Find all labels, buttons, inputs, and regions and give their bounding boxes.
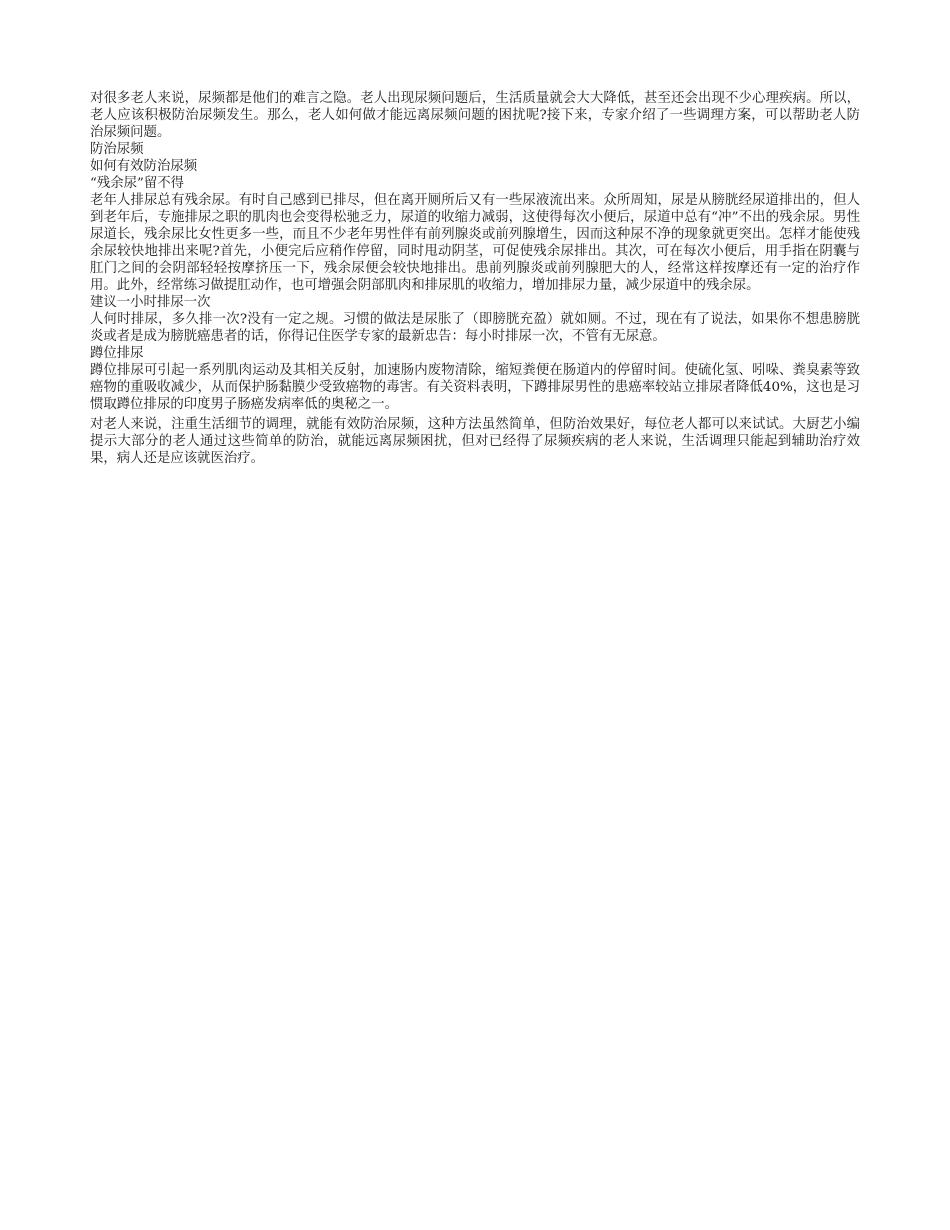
- section-hourly-urination-title: 建议一小时排尿一次: [90, 295, 211, 310]
- conclusion-paragraph: 对老人来说，注重生活细节的调理，就能有效防治尿频，这种方法虽然简单，但防治效果好，每位老人都可以来试试。大厨艺小编提示大部分的老人通过这些简单的防治，就能远离尿频困扰，但对已经得了尿频疾病的老人来说，生活调理只能起到辅助治疗效果，病人还是应该就医治疗。: [90, 417, 860, 466]
- section-squatting-title: 蹲位排尿: [90, 346, 144, 361]
- heading-how-to-prevent: 如何有效防治尿频: [90, 159, 198, 174]
- section-squatting-body: 蹲位排尿可引起一系列肌肉运动及其相关反射，加速肠内废物清除，缩短粪便在肠道内的停留时间。使硫化氢、吲哚、粪臭素等致癌物的重吸收减少，从而保护肠黏膜少受致癌物的毒害。有关资料表明，下蹲排尿男性的患癌率较站立排尿者降低40%，这也是习惯取蹲位排尿的印度男子肠癌发病率低的奥秘之一。: [90, 363, 860, 412]
- section-residual-urine-body: 老年人排尿总有残余尿。有时自己感到已排尽，但在离开厕所后又有一些尿液流出来。众所周知，尿是从膀胱经尿道排出的，但人到老年后，专施排尿之职的肌肉也会变得松驰乏力，尿道的收缩力减弱，这使得每次小便后，尿道中总有“冲”不出的残余尿。男性尿道长，残余尿比女性更多一些，而且不少老年男性伴有前列腺炎或前列腺增生，因而这种尿不净的现象就更突出。怎样才能使残余尿较快地排出来呢?首先，小便完后应稍作停留，同时甩动阴茎，可促使残余尿排出。其次，可在每次小便后，用手指在阴囊与肛门之间的会阴部轻轻按摩挤压一下，残余尿便会较快地排出。患前列腺炎或前列腺肥大的人，经常这样按摩还有一定的治疗作用。此外，经常练习做提肛动作，也可增强会阴部肌肉和排尿肌的收缩力，增加排尿力量，减少尿道中的残余尿。: [90, 193, 860, 293]
- section-hourly-urination-body: 人何时排尿，多久排一次?没有一定之规。习惯的做法是尿胀了（即膀胱充盈）就如厕。不过，现在有了说法，如果你不想患膀胱炎或者是成为膀胱癌患者的话，你得记住医学专家的最新忠告：每小时排尿一次，不管有无尿意。: [90, 312, 860, 344]
- intro-paragraph: 对很多老人来说，尿频都是他们的难言之隐。老人出现尿频问题后，生活质量就会大大降低，甚至还会出现不少心理疾病。所以，老人应该积极防治尿频发生。那么，老人如何做才能远离尿频问题的困扰呢?接下来，专家介绍了一些调理方案，可以帮助老人防治尿频问题。: [90, 91, 860, 140]
- heading-prevent-frequent-urination: 防治尿频: [90, 142, 144, 157]
- article-body: [90, 90, 860, 467]
- section-residual-urine-title: “残余尿”留不得: [90, 176, 185, 191]
